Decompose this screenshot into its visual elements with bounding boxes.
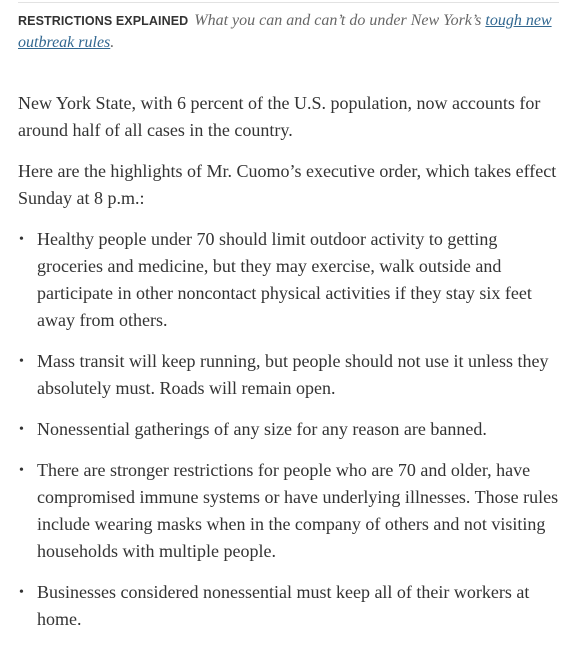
list-item (18, 579, 563, 633)
list-item-text: There are stronger restrictions for people who are 70 and older, have compromised immune systems or have underlying illnesses. Those rules include wearing masks when in the company of others and not visiting households with multiple people. (37, 460, 559, 561)
list-item (18, 457, 563, 565)
highlights-list (18, 226, 563, 633)
explainer-trailing: . (110, 34, 115, 51)
list-item-text: Healthy people under 70 should limit outdoor activity to getting groceries and medicine, but they may exercise, walk outside and participate in other noncontact physical activities if they stay six feet away from others. (37, 229, 532, 330)
bullet-icon: • (19, 422, 24, 437)
explainer-text: What you can and can’t do under New York’s (194, 12, 486, 29)
bullet-icon: • (19, 585, 24, 600)
list-item (18, 226, 563, 334)
list-item (18, 348, 563, 402)
list-item-text: Mass transit will keep running, but people should not use it unless they absolutely must. Roads will remain open. (37, 351, 549, 398)
article-paragraph: Here are the highlights of Mr. Cuomo’s executive order, which takes effect Sunday at 8 p.m.: (18, 161, 557, 208)
bullet-icon: • (19, 232, 24, 247)
list-item-text: Nonessential gatherings of any size for any reason are banned. (37, 419, 487, 439)
article-body (18, 90, 563, 647)
explainer-box (18, 10, 563, 54)
top-divider (18, 2, 559, 3)
article-paragraph: New York State, with 6 percent of the U.S. population, now accounts for around half of all cases in the country. (18, 93, 541, 140)
outbreak-rules-link[interactable]: tough new outbreak rules (18, 12, 552, 51)
list-item (18, 416, 563, 443)
bullet-icon: • (19, 354, 24, 369)
list-item-text: Businesses considered nonessential must keep all of their workers at home. (37, 582, 530, 629)
bullet-icon: • (19, 463, 24, 478)
explainer-kicker: RESTRICTIONS EXPLAINED (18, 14, 189, 28)
